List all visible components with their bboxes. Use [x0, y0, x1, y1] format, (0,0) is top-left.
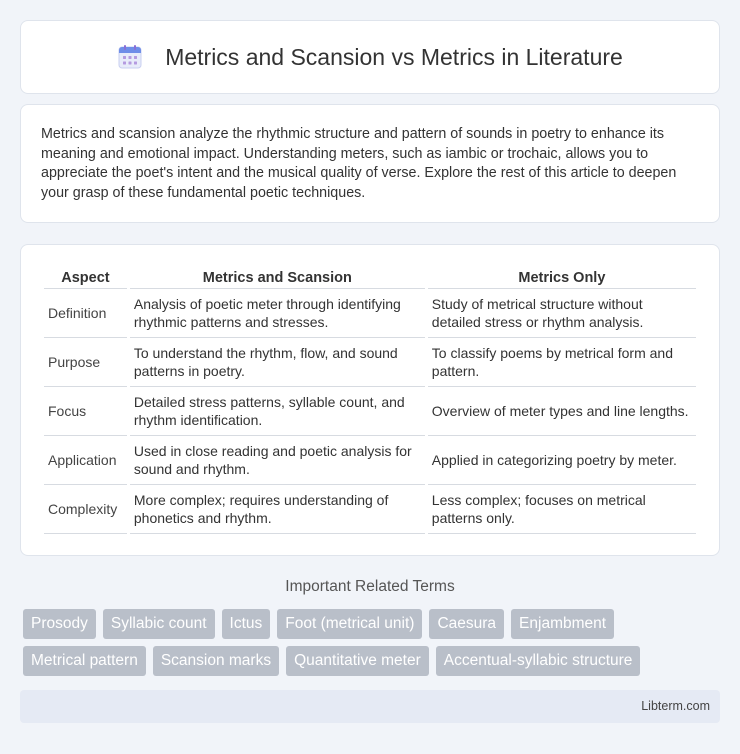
calendar-icon — [117, 44, 143, 70]
row-aspect: Complexity — [44, 485, 127, 534]
row-metrics-only: Overview of meter types and line lengths. — [428, 387, 696, 436]
tag-accentual-syllabic-structure[interactable]: Accentual-syllabic structure — [436, 646, 641, 676]
comparison-table — [41, 265, 699, 534]
row-metrics-only: Less complex; focuses on metrical patterns only. — [428, 485, 696, 534]
header-aspect: Aspect — [44, 265, 127, 289]
table-row — [44, 338, 696, 387]
tag-enjambment[interactable]: Enjambment — [511, 609, 614, 639]
row-metrics-only: Study of metrical structure without detailed stress or rhythm analysis. — [428, 289, 696, 338]
intro-text: Metrics and scansion analyze the rhythmic structure and pattern of sounds in poetry to enhance its meaning and emotional impact. Understanding meters, such as iambic or trochaic, allows you to appreciate the poet's intent and the musical quality of verse. Explore the rest of this article to deepen your grasp of these fundamental poetic techniques. — [41, 126, 677, 201]
tag-ictus[interactable]: Ictus — [222, 609, 271, 639]
footer-site-link[interactable]: Libterm.com — [641, 699, 710, 713]
intro-card — [20, 104, 720, 223]
tag-row — [23, 609, 723, 639]
row-metrics-and-scansion: Detailed stress patterns, syllable count, and rhythm identification. — [130, 387, 425, 436]
tag-row — [23, 646, 723, 676]
row-metrics-only: Applied in categorizing poetry by meter. — [428, 436, 696, 485]
footer — [20, 690, 720, 723]
comparison-table-card — [20, 244, 720, 556]
tag-prosody[interactable]: Prosody — [23, 609, 96, 639]
page-title: Metrics and Scansion vs Metrics in Literature — [165, 43, 623, 70]
tag-syllabic-count[interactable]: Syllabic count — [103, 609, 215, 639]
title-card — [20, 20, 720, 94]
row-aspect: Purpose — [44, 338, 127, 387]
row-metrics-and-scansion: More complex; requires understanding of phonetics and rhythm. — [130, 485, 425, 534]
row-metrics-only: To classify poems by metrical form and pattern. — [428, 338, 696, 387]
tag-caesura[interactable]: Caesura — [429, 609, 504, 639]
tag-metrical-pattern[interactable]: Metrical pattern — [23, 646, 146, 676]
related-terms-title: Important Related Terms — [285, 578, 455, 595]
tag-scansion-marks[interactable]: Scansion marks — [153, 646, 279, 676]
tag-quantitative-meter[interactable]: Quantitative meter — [286, 646, 429, 676]
row-aspect: Application — [44, 436, 127, 485]
tag-foot[interactable]: Foot (metrical unit) — [277, 609, 422, 639]
row-aspect: Focus — [44, 387, 127, 436]
related-terms-tags — [23, 609, 723, 683]
table-row — [44, 387, 696, 436]
table-row — [44, 436, 696, 485]
table-row — [44, 289, 696, 338]
table-row — [44, 485, 696, 534]
row-metrics-and-scansion: Used in close reading and poetic analysis for sound and rhythm. — [130, 436, 425, 485]
row-metrics-and-scansion: Analysis of poetic meter through identifying rhythmic patterns and stresses. — [130, 289, 425, 338]
header-metrics-and-scansion: Metrics and Scansion — [130, 265, 425, 289]
header-metrics-only: Metrics Only — [428, 265, 696, 289]
row-aspect: Definition — [44, 289, 127, 338]
row-metrics-and-scansion: To understand the rhythm, flow, and sound patterns in poetry. — [130, 338, 425, 387]
table-header-row — [44, 265, 696, 289]
